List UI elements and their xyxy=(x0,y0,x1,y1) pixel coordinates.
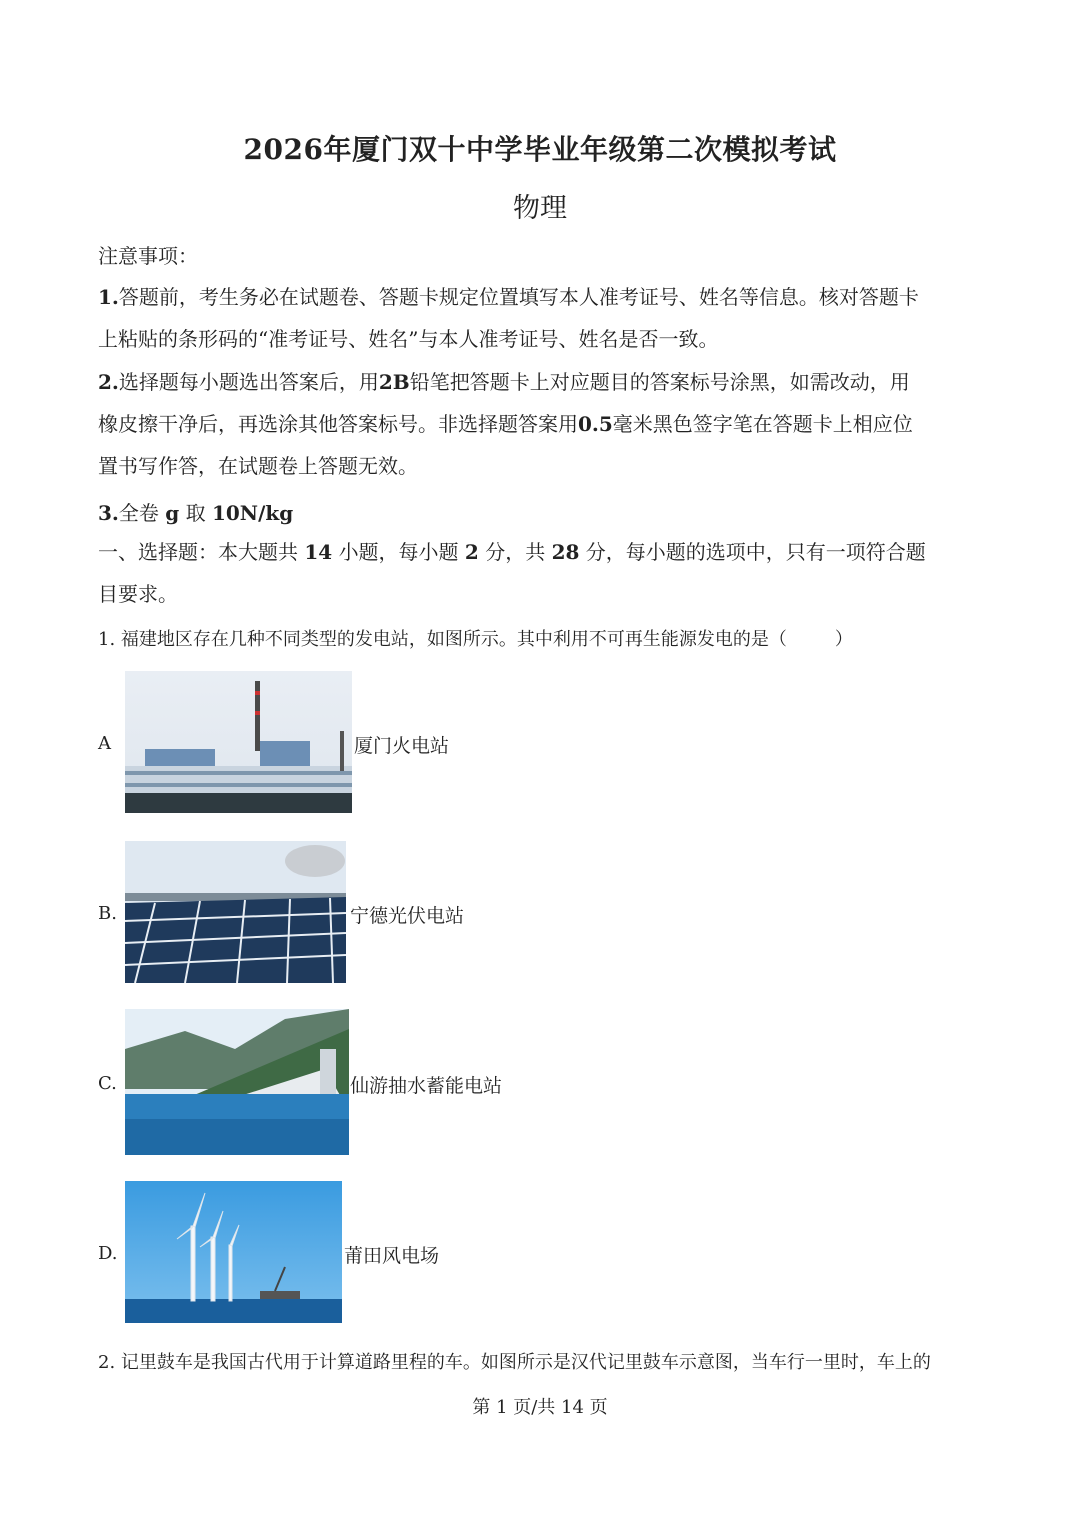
notice-item-2-text-c: 铅笔把答题卡上对应题目的答案标号涂黑，如需改动，用 xyxy=(409,370,910,394)
notice-item-2-pencil: 2B xyxy=(378,370,410,394)
section-1-count: 14 xyxy=(304,540,333,564)
subject-title: 物理 xyxy=(513,193,567,224)
question-2-stem xyxy=(98,1348,931,1374)
option-a-caption: 厦门火电站 xyxy=(354,735,450,757)
question-2-text: 记里鼓车是我国古代用于计算道路里程的车。如图所示是汉代记里鼓车示意图，当车行一里时，车上的 xyxy=(120,1352,931,1373)
option-d-caption: 莆田风电场 xyxy=(344,1245,440,1267)
notice-item-1-line1: 答题前，考生务必在试题卷、答题卡规定位置填写本人准考证号、姓名等信息。核对答题卡 xyxy=(118,285,919,309)
notice-item-3-g: g xyxy=(165,501,180,525)
section-1-line2: 目要求。 xyxy=(98,582,178,606)
option-c-letter: C. xyxy=(98,1073,117,1094)
notice-item-3-text-a: 全卷 xyxy=(118,501,159,525)
notice-item-3-text-c: 取 xyxy=(185,501,206,525)
option-d-letter: D. xyxy=(98,1243,118,1264)
notice-item-2 xyxy=(98,361,984,487)
page-title: 2026年厦门双十中学毕业年级第二次模拟考试 xyxy=(243,133,837,166)
notice-heading: 注意事项： xyxy=(98,244,198,268)
option-b-letter: B. xyxy=(98,903,117,924)
section-1-points-total: 28 xyxy=(551,540,580,564)
notice-item-3-value: 10N/kg xyxy=(211,501,294,525)
notice-item-3-number: 3. xyxy=(98,501,119,525)
notice-item-2-line2c: 毫米黑色签字笔在答题卡上相应位 xyxy=(612,412,913,436)
section-1-points-each: 2 xyxy=(464,540,479,564)
notice-item-3 xyxy=(98,497,293,526)
solar-power-station-image xyxy=(125,841,346,983)
section-1-heading xyxy=(98,531,984,615)
notice-item-2-line3: 置书写作答，在试题卷上答题无效。 xyxy=(98,454,418,478)
thermal-power-plant-image xyxy=(125,671,352,813)
section-1-text-a: 一、选择题：本大题共 xyxy=(98,540,298,564)
question-1-text: 福建地区存在几种不同类型的发电站，如图所示。其中利用不可再生能源发电的是（ xyxy=(120,629,787,650)
question-1-number: 1. xyxy=(98,629,116,650)
wind-farm-image xyxy=(125,1181,342,1323)
page-number: 第 1 页/共 14 页 xyxy=(472,1397,608,1418)
pumped-storage-station-image xyxy=(125,1009,349,1155)
notice-item-2-number: 2. xyxy=(98,370,119,394)
notice-item-1 xyxy=(98,276,984,360)
question-1-paren-close: ） xyxy=(834,629,853,650)
question-1-stem xyxy=(98,625,853,651)
section-1-text-c: 小题，每小题 xyxy=(338,540,459,564)
notice-item-2-line2a: 橡皮擦干净后，再选涂其他答案标号。非选择题答案用 xyxy=(98,412,578,436)
question-2-number: 2. xyxy=(98,1352,116,1373)
notice-item-2-pen-size: 0.5 xyxy=(578,412,613,436)
notice-item-1-number: 1. xyxy=(98,285,119,309)
option-a-letter: A xyxy=(98,733,111,754)
option-c-caption: 仙游抽水蓄能电站 xyxy=(350,1075,503,1097)
section-1-text-e: 分，共 xyxy=(485,540,546,564)
option-b-caption: 宁德光伏电站 xyxy=(350,905,465,927)
notice-item-2-text-a: 选择题每小题选出答案后，用 xyxy=(118,370,379,394)
notice-item-1-line2: 上粘贴的条形码的“准考证号、姓名”与本人准考证号、姓名是否一致。 xyxy=(98,327,719,351)
section-1-text-g: 分，每小题的选项中，只有一项符合题 xyxy=(585,540,926,564)
